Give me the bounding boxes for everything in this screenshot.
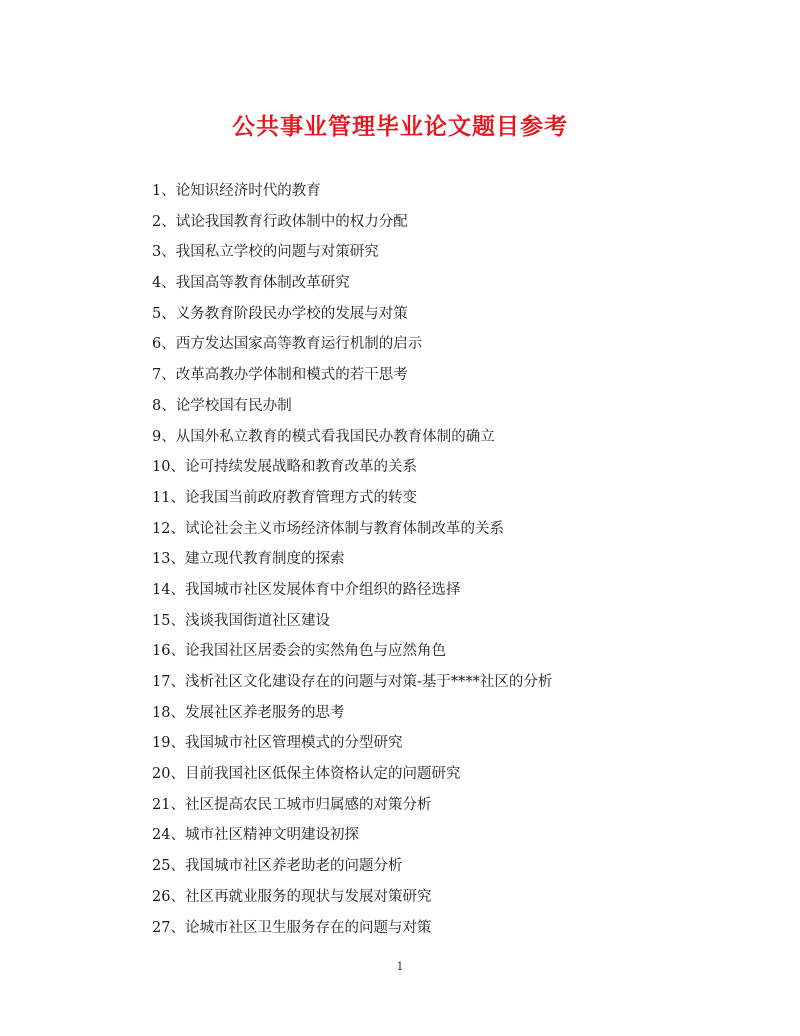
list-item: 1、论知识经济时代的教育 [152, 183, 321, 199]
list-item: 11、论我国当前政府教育管理方式的转变 [152, 489, 417, 506]
list-item: 17、浅析社区文化建设存在的问题与对策-基于****社区的分析 [152, 674, 553, 690]
list-item: 10、论可持续发展战略和教育改革的关系 [152, 459, 417, 476]
list-item: 12、试论社会主义市场经济体制与教育体制改革的关系 [152, 520, 504, 537]
list-item: 20、目前我国社区低保主体资格认定的问题研究 [152, 766, 461, 783]
list-item: 16、论我国社区居委会的实然角色与应然角色 [152, 643, 446, 660]
topic-list [152, 176, 672, 943]
list-item: 3、我国私立学校的问题与对策研究 [152, 244, 379, 261]
list-item: 5、义务教育阶段民办学校的发展与对策 [152, 305, 408, 322]
list-item: 7、改革高教办学体制和模式的若干思考 [152, 367, 408, 384]
list-item: 13、建立现代教育制度的探索 [152, 551, 345, 568]
list-item: 4、我国高等教育体制改革研究 [152, 275, 350, 292]
list-item: 9、从国外私立教育的模式看我国民办教育体制的确立 [152, 428, 495, 445]
list-item: 19、我国城市社区管理模式的分型研究 [152, 735, 403, 752]
list-item: 14、我国城市社区发展体育中介组织的路径选择 [152, 581, 461, 598]
page-number: 1 [396, 960, 404, 973]
list-item: 24、城市社区精神文明建设初探 [152, 827, 359, 844]
list-item: 6、西方发达国家高等教育运行机制的启示 [152, 336, 423, 353]
list-item: 26、社区再就业服务的现状与发展对策研究 [152, 888, 432, 905]
list-item: 15、浅谈我国街道社区建设 [152, 612, 330, 629]
list-item: 27、论城市社区卫生服务存在的问题与对策 [152, 919, 432, 936]
list-item: 25、我国城市社区养老助老的问题分析 [152, 858, 403, 875]
page-title: 公共事业管理毕业论文题目参考 [232, 113, 568, 140]
list-item: 8、论学校国有民办制 [152, 397, 292, 414]
list-item: 21、社区提高农民工城市归属感的对策分析 [152, 796, 432, 813]
list-item: 2、试论我国教育行政体制中的权力分配 [152, 213, 408, 230]
list-item: 18、发展社区养老服务的思考 [152, 704, 345, 721]
